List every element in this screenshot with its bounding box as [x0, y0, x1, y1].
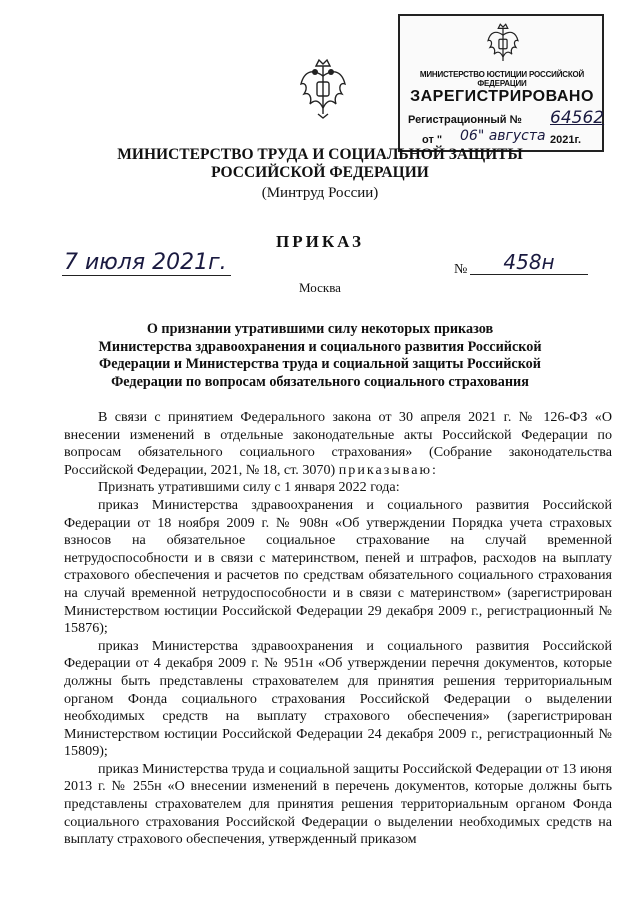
body-paragraph: приказ Министерства здравоохранения и социального развития Российской Федерации от 18 ноября 2009 г. № 908н «Об утверждении Порядка учета страховых взносов на обязательное социальное страхование на случай временной нетрудоспособности и в связи с материнством, пеней и штрафов, расходов на выплату страхового обеспечения и расчетов по средствам обязательного социального страхования на случай временной нетрудоспособности и в связи с материнством» (зарегистрирован Министерством юстиции Российской Федерации 29 декабря 2009 г., регистрационный № 15876); — [64, 496, 612, 637]
stamp-reg-number-label: Регистрационный № — [408, 114, 522, 126]
russian-coat-of-arms-icon — [298, 58, 348, 120]
stamp-ministry: МИНИСТЕРСТВО ЮСТИЦИИ РОССИЙСКОЙ ФЕДЕРАЦИИ — [419, 70, 585, 88]
stamp-reg-number-value: 64562 — [550, 108, 605, 128]
subject-line: Федерации по вопросам обязательного социального страхования — [111, 373, 529, 390]
subject-line: Федерации и Министерства труда и социальной защиты Российской — [99, 356, 541, 372]
ministry-name — [100, 146, 540, 182]
order-body — [64, 409, 612, 849]
body-paragraph: Признать утратившими силу с 1 января 2022 года: — [98, 479, 400, 496]
stamp-date-handwritten: 06" августа — [460, 128, 546, 144]
document-type: ПРИКАЗ — [276, 232, 364, 251]
subject-line: Министерства здравоохранения и социального развития Российской — [98, 338, 542, 355]
ministry-line-2: РОССИЙСКОЙ ФЕДЕРАЦИИ — [211, 164, 429, 181]
ministry-line-1: МИНИСТЕРСТВО ТРУДА И СОЦИАЛЬНОЙ ЗАЩИТЫ — [117, 146, 523, 163]
stamp-date-prefix: от " — [422, 134, 443, 146]
order-keyword: приказываю: — [338, 461, 438, 478]
registration-stamp — [398, 14, 604, 152]
order-subject — [64, 321, 576, 391]
preamble-text: В связи с принятием Федерального закона от 30 апреля 2021 г. № 126-ФЗ «О внесении изменений в отдельные законодательные акты Российской Федерации по вопросам обязательного социального страхования» (Собрание законодательства Российской Федерации, 2021, № 18, ст. 3070) — [64, 409, 612, 478]
stamp-date-year: 2021г. — [550, 134, 582, 146]
body-paragraph: приказ Министерства труда и социальной защиты Российской Федерации от 13 июня 2013 г. № 255н «О внесении изменений в перечень документов, которые должны быть представлены страхователем для принятия решения территориальным органом Фонда социального страхования Российской Федерации о выделении необходимых средств на выплату страхового обеспечения, утвержденный приказом — [64, 760, 612, 848]
stamp-registered: ЗАРЕГИСТРИРОВАНО — [410, 88, 594, 105]
order-date: 7 июля 2021г. — [62, 250, 231, 276]
city: Москва — [299, 280, 341, 295]
body-paragraph — [64, 409, 612, 479]
body-paragraph: приказ Министерства здравоохранения и социального развития Российской Федерации от 4 декабря 2009 г. № 951н «Об утверждении перечня документов, которые должны быть представлены страхователем для принятия решения территориальным органом Фонда социального страхования Российской Федерации о выделении необходимых средств на выплату страхового обеспечения» (зарегистрирован Министерством юстиции Российской Федерации 24 декабря 2009 г., регистрационный № 15809); — [64, 637, 612, 760]
ministry-short-name: (Минтруд России) — [261, 185, 379, 201]
order-number-label: № — [454, 262, 468, 277]
order-number: 458н — [470, 250, 588, 275]
russian-coat-of-arms-icon — [486, 22, 520, 66]
subject-line: О признании утратившими силу некоторых приказов — [146, 321, 494, 337]
